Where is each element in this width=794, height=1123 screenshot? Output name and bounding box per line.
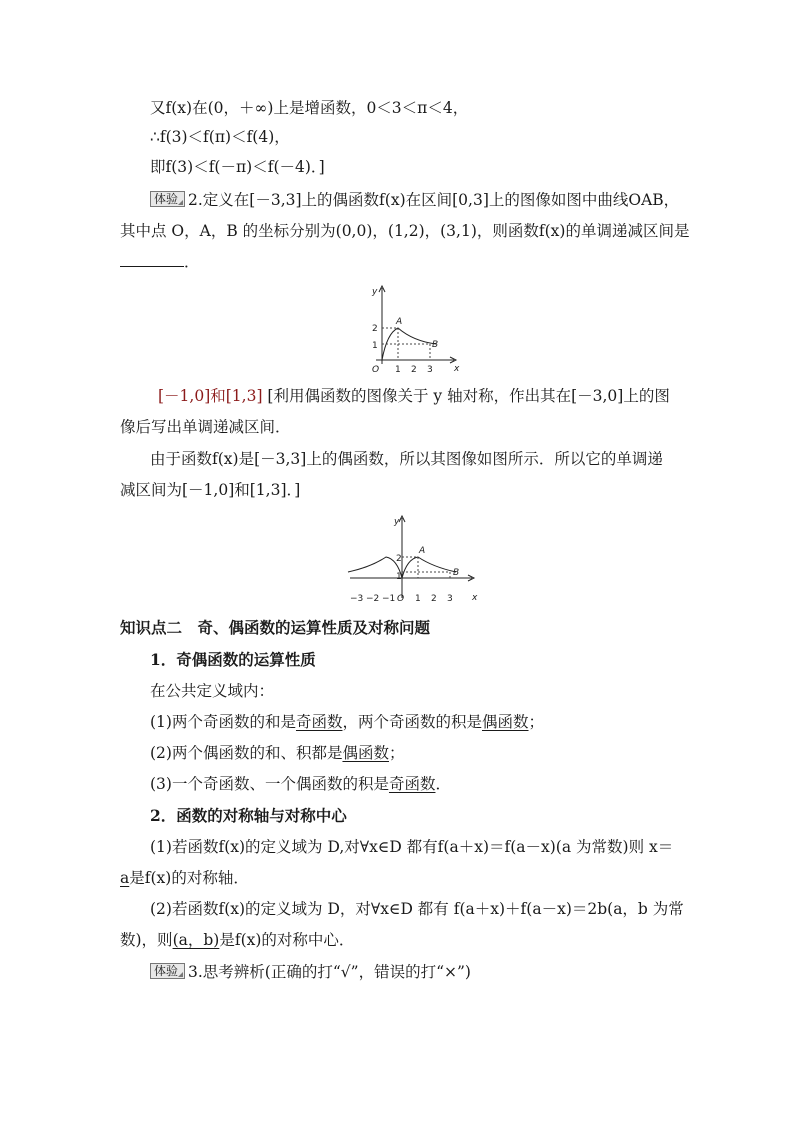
point-label-b: B — [432, 340, 439, 350]
text-line: 由于函数f(x)是[－3,3]上的偶函数，所以其图像如图所示．所以它的单调递 — [150, 450, 663, 468]
answer-blank — [120, 252, 184, 267]
answer-underlined: 偶函数 — [342, 744, 389, 762]
tick-label: −1 — [382, 594, 396, 604]
exercise-2-line — [150, 190, 679, 210]
text-fragment: ． — [435, 775, 451, 793]
text-line: 其中点 O，A，B 的坐标分别为(0,0)，(1,2)，(3,1)，则函数f(x)的单调递减区间是 — [120, 222, 690, 240]
tick-label: 2 — [372, 324, 378, 334]
text-fragment: (1)两个奇函数的和是 — [150, 713, 296, 731]
answer-underlined: 偶函数 — [482, 713, 529, 731]
tick-label: 1 — [396, 572, 402, 582]
answer-line — [158, 386, 670, 406]
tick-label: 1 — [415, 594, 421, 604]
text-fragment: 数)，则 — [120, 931, 173, 949]
y-axis-label: y — [394, 517, 400, 527]
rule-line — [150, 774, 451, 794]
tick-label: 3 — [427, 365, 433, 374]
answer-underlined: a — [120, 869, 130, 887]
text-fragment: 是f(x)的对称中心． — [219, 931, 355, 949]
text-line: 即f(3)＜f(－π)＜f(－4)．] — [150, 158, 325, 176]
answer-underlined: (a，b) — [172, 931, 220, 949]
y-axis-label: y — [372, 287, 378, 297]
text-fragment: ． — [184, 253, 200, 271]
answer-blank-line — [120, 252, 200, 272]
origin-label: O — [397, 594, 405, 604]
exercise-text: 2.定义在[－3,3]上的偶函数f(x)在区间[0,3]上的图像如图中曲线OAB， — [188, 191, 680, 209]
section-title: 知识点二 奇、偶函数的运算性质及对称问题 — [120, 618, 431, 637]
answer-underlined: 奇函数 — [295, 713, 343, 731]
tick-label: −2 — [366, 594, 380, 604]
origin-label: O — [372, 365, 380, 374]
text-line: (2)若函数f(x)的定义域为 D，对∀x∈D 都有 f(a＋x)＋f(a－x)＝2b(a，b 为常 — [150, 900, 684, 918]
answer-text: [利用偶函数的图像关于 y 轴对称，作出其在[－3,0]上的图 — [262, 387, 670, 405]
rule-line — [150, 743, 405, 763]
answer-highlight: [－1,0]和[1,3] — [158, 387, 263, 405]
tick-label: 2 — [411, 365, 417, 374]
exercise-tag: 体验 — [150, 963, 185, 979]
tick-label: 3 — [447, 594, 453, 604]
text-fragment: ； — [528, 713, 545, 731]
tick-label: 1 — [395, 365, 401, 374]
text-line: (1)若函数f(x)的定义域为 D,对∀x∈D 都有f(a＋x)＝f(a－x)(a 为常数)则 x＝ — [150, 838, 674, 856]
text-line: 又f(x)在(0，＋∞)上是增函数，0＜3＜π＜4， — [150, 99, 469, 117]
subsection-title: 1．奇偶函数的运算性质 — [150, 650, 316, 669]
tick-label: 2 — [431, 594, 437, 604]
text-fragment: (2)两个偶函数的和、积都是 — [150, 744, 343, 762]
exercise-3-line — [150, 962, 471, 982]
text-line: ∴f(3)＜f(π)＜f(4)， — [150, 128, 290, 146]
answer-underlined: 奇函数 — [388, 775, 436, 793]
tick-label: −3 — [350, 594, 364, 604]
tick-label: 1 — [372, 341, 378, 351]
text-fragment: (3)一个奇函数、一个偶函数的积是 — [150, 775, 389, 793]
graph-even-function — [346, 512, 480, 606]
text-fragment: ； — [388, 744, 405, 762]
rule-line — [150, 712, 544, 732]
point-label-b: B — [453, 568, 460, 578]
point-label-a: A — [396, 317, 403, 327]
text-fragment: ，两个奇函数的积是 — [342, 713, 482, 731]
text-line: 在公共定义域内： — [150, 682, 275, 700]
text-line: 减区间为[－1,0]和[1,3]．] — [120, 481, 301, 499]
point-label-a: A — [419, 546, 426, 556]
subsection-title: 2．函数的对称轴与对称中心 — [150, 806, 347, 825]
exercise-tag: 体验 — [150, 191, 185, 207]
text-line: 像后写出单调递减区间． — [120, 418, 291, 436]
rule-line — [120, 930, 354, 950]
x-axis-label: x — [454, 364, 460, 374]
rule-line — [120, 868, 249, 888]
text-fragment: 是f(x)的对称轴． — [129, 869, 249, 887]
tick-label: 2 — [396, 554, 402, 564]
x-axis-label: x — [472, 593, 478, 603]
exercise-text: 3.思考辨析(正确的打“√”，错误的打“×”) — [188, 963, 471, 981]
graph-oab — [358, 282, 462, 374]
